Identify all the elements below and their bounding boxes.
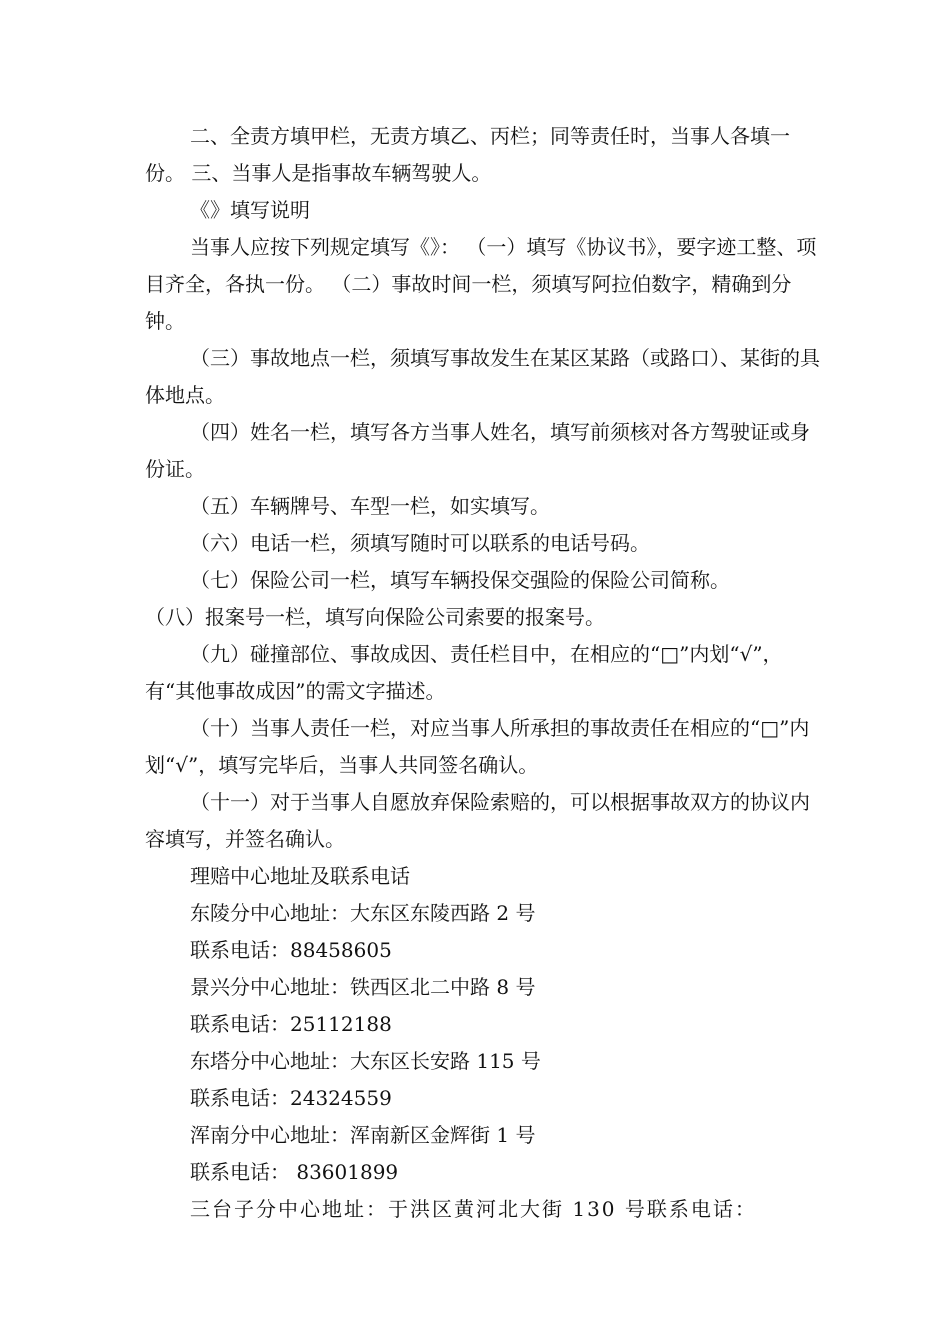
paragraph: （七）保险公司一栏，填写车辆投保交强险的保险公司简称。 [190,568,730,592]
contact-address: 浑南分中心地址：浑南新区金辉街 1 号 [190,1123,536,1147]
paragraph: 当事人应按下列规定填写《》： （一）填写《协议书》，要字迹工整、项目齐全，各执一份。 （二）事故时间一栏，须填写阿拉伯数字，精确到分钟。 [145,235,817,333]
paragraph: （八）报案号一栏，填写向保险公司索要的报案号。 [145,605,605,629]
section-title: 《》填写说明 [190,198,310,222]
contact-phone: 联系电话：25112188 [190,1012,392,1036]
paragraph: （三）事故地点一栏，须填写事故发生在某区某路（或路口）、某街的具体地点。 [145,346,820,407]
contact-address-last: 三台子分中心地址：于洪区黄河北大街 130 号联系电话： [190,1197,757,1221]
paragraph: （四）姓名一栏，填写各方当事人姓名，填写前须核对各方驾驶证或身份证。 [145,420,810,481]
contact-address: 景兴分中心地址：铁西区北二中路 8 号 [190,975,536,999]
document-body [145,118,825,1228]
paragraph: （五）车辆牌号、车型一栏，如实填写。 [190,494,550,518]
paragraph: 二、全责方填甲栏，无责方填乙、丙栏；同等责任时，当事人各填一份。 三、当事人是指事故车辆驾驶人。 [145,124,790,185]
paragraph: （九）碰撞部位、事故成因、责任栏目中，在相应的“□”内划“√”，有“其他事故成因”的需文字描述。 [145,642,783,703]
contact-address: 东塔分中心地址：大东区长安路 115 号 [190,1049,541,1073]
paragraph: （十）当事人责任一栏，对应当事人所承担的事故责任在相应的“□”内划“√”，填写完毕后，当事人共同签名确认。 [145,716,810,777]
contact-phone: 联系电话： 83601899 [190,1160,399,1184]
paragraph: （六）电话一栏，须填写随时可以联系的电话号码。 [190,531,650,555]
contact-address: 东陵分中心地址：大东区东陵西路 2 号 [190,901,536,925]
paragraph: （十一）对于当事人自愿放弃保险索赔的，可以根据事故双方的协议内容填写，并签名确认。 [145,790,810,851]
contact-phone: 联系电话：24324559 [190,1086,392,1110]
contacts-heading: 理赔中心地址及联系电话 [190,864,410,888]
contact-phone: 联系电话：88458605 [190,938,392,962]
